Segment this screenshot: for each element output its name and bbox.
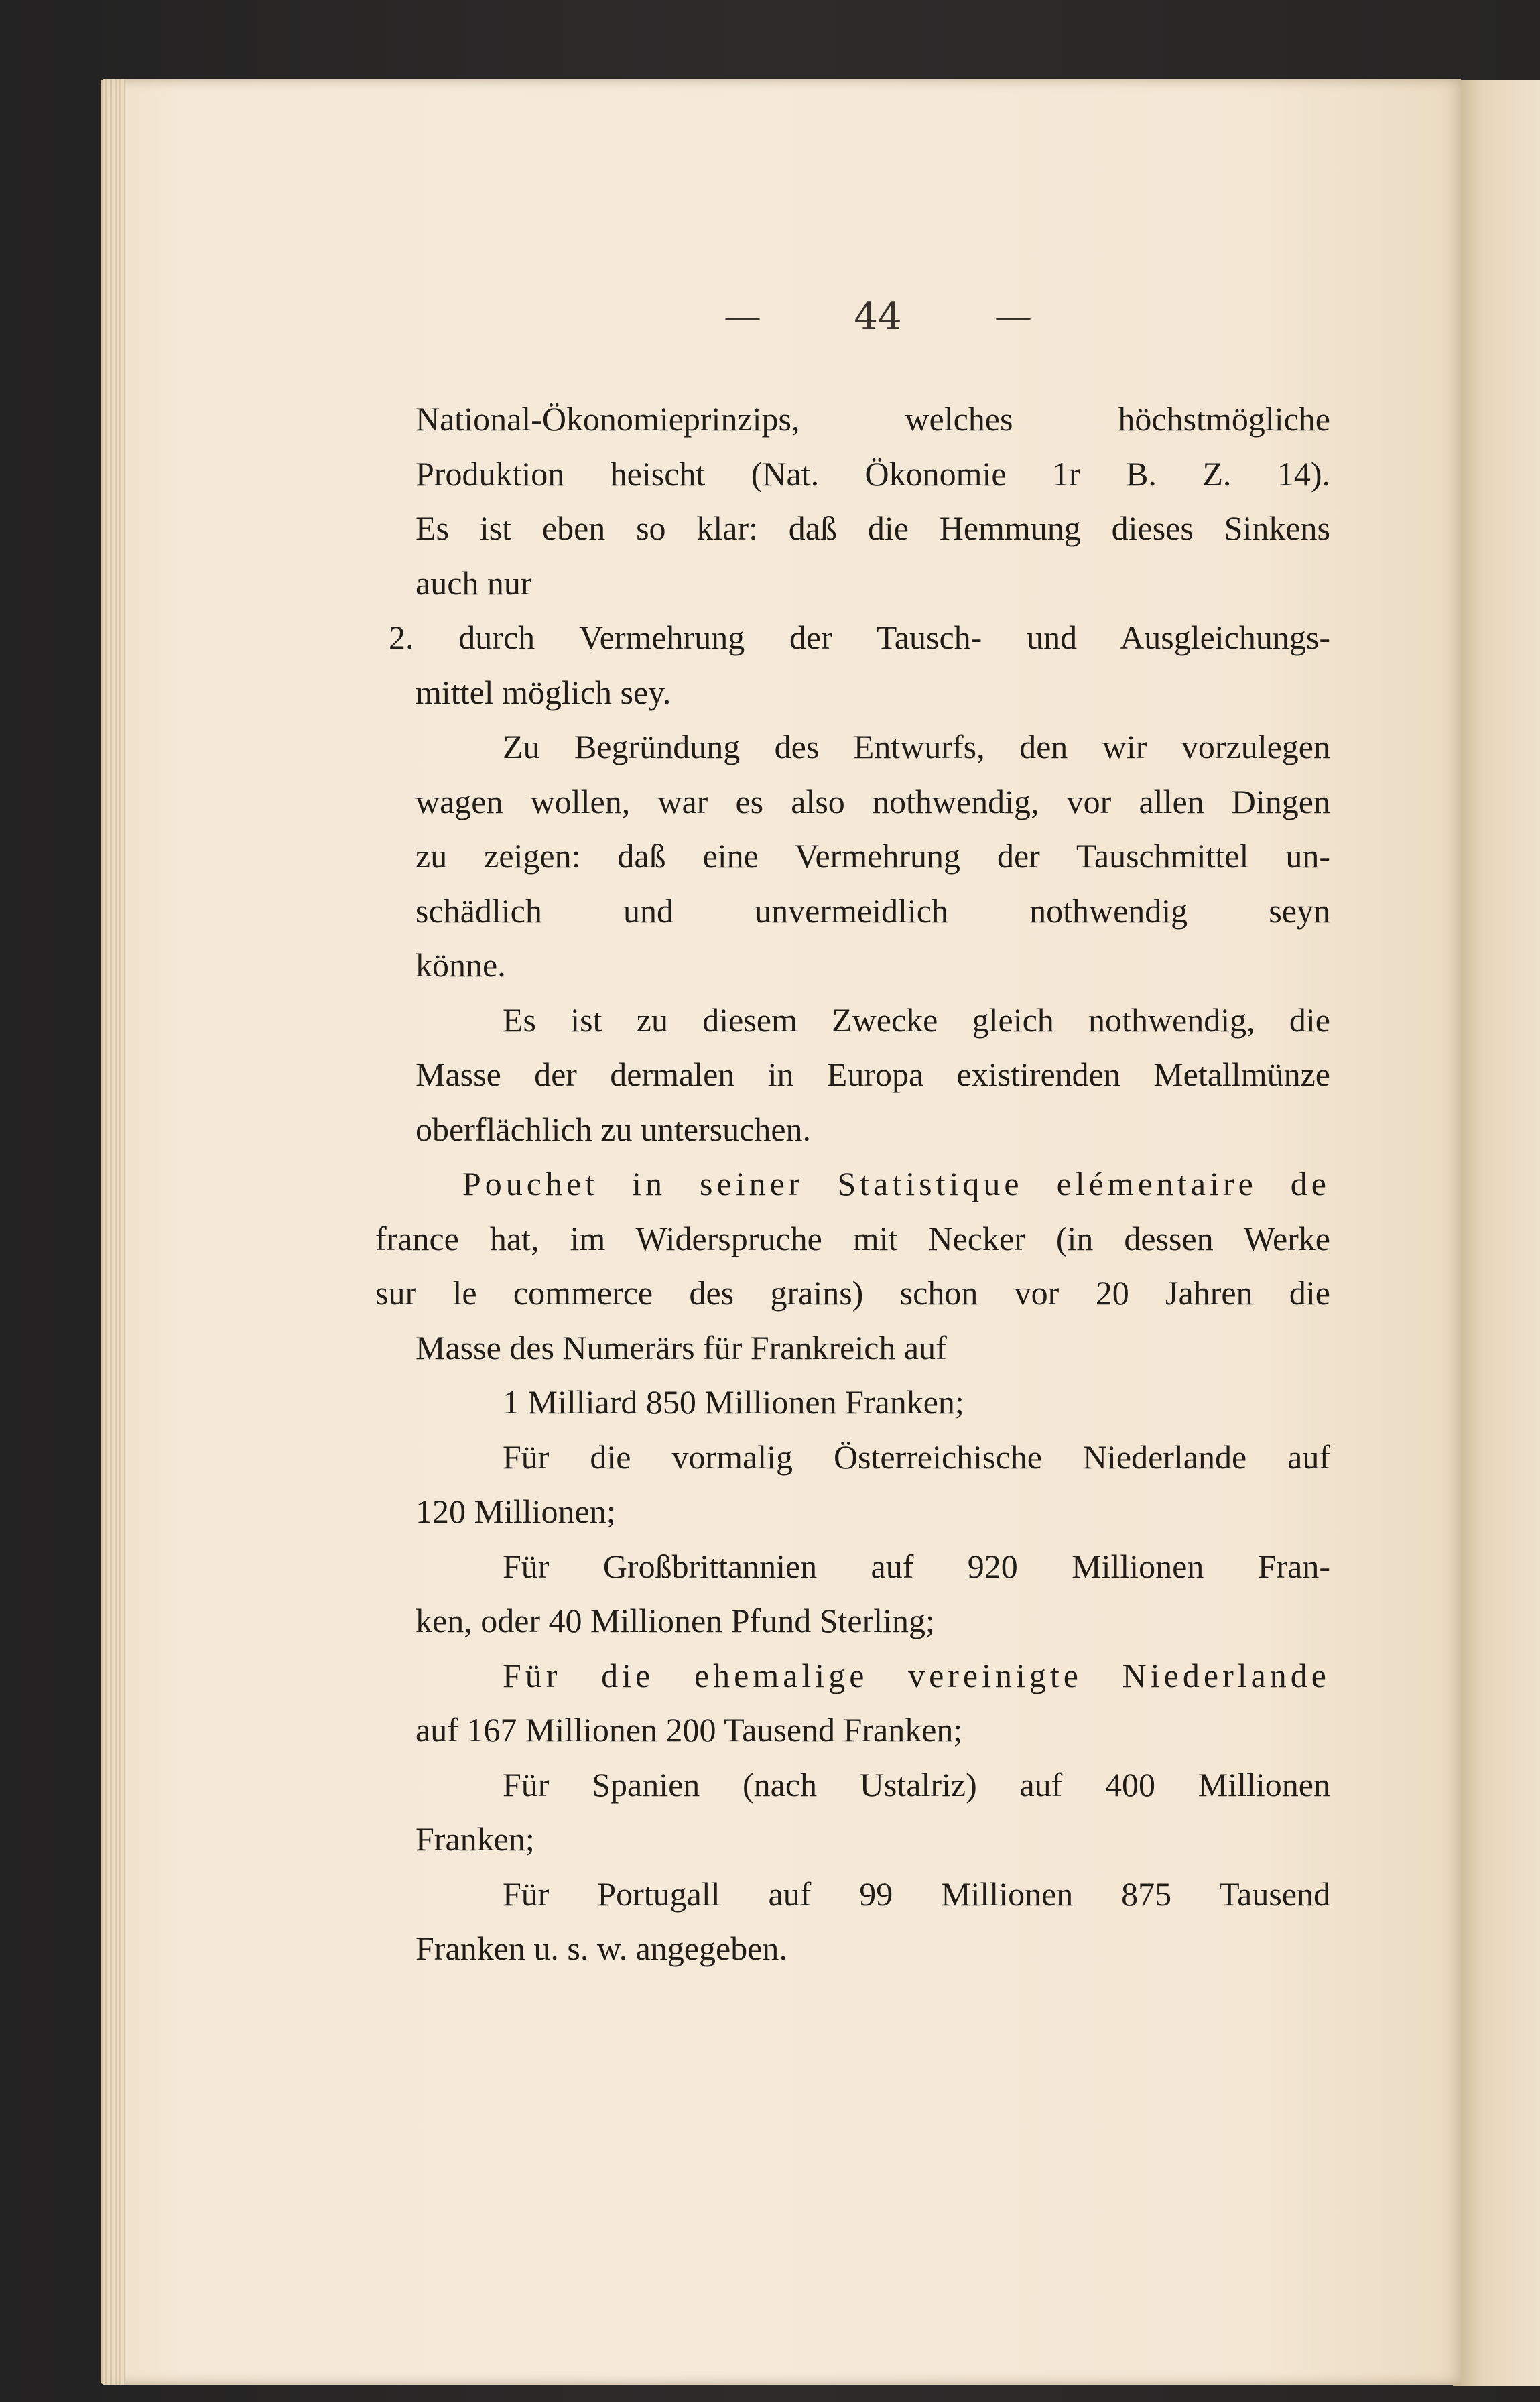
header-dash-left: — (724, 295, 761, 338)
text-line: Franken u. s. w. angegeben. (415, 1930, 787, 1967)
text-line: ken, oder 40 Millionen Pfund Sterling; (415, 1602, 935, 1639)
list-item: Für die vormalig Österreichische Niederlande auf (503, 1438, 1330, 1476)
text-line: schädlich und unvermeidlich nothwendig seyn (415, 891, 1330, 930)
text-line: Masse der dermalen in Europa existirenden Metallmünze (415, 1056, 1330, 1093)
list-item: Für Portugall auf 99 Millionen 875 Tausend (503, 1875, 1330, 1913)
page-fore-edge (101, 79, 125, 2385)
text-line: Franken; (415, 1820, 535, 1858)
text-line: Es ist eben so klar: daß die Hemmung dieses Sinkens (415, 509, 1330, 547)
text-line: mittel möglich sey. (415, 673, 671, 711)
page-header (724, 295, 1032, 338)
text-line: oberflächlich zu untersuchen. (415, 1110, 812, 1148)
paragraph-start: Pouchet in seiner Statistique elémentaire de (462, 1165, 1330, 1202)
text-line: zu zeigen: daß eine Vermehrung der Tauschmittel un- (415, 837, 1330, 875)
text-line: Masse des Numerärs für Frankreich auf (415, 1328, 947, 1367)
text-line: france hat, im Widerspruche mit Necker (in dessen Werke (375, 1219, 1330, 1257)
text-line: könne. (415, 946, 506, 984)
page-number: 44 (854, 295, 902, 338)
text-line: auf 167 Millionen 200 Tausend Franken; (415, 1711, 963, 1749)
paragraph-start: Es ist zu diesem Zwecke gleich nothwendig, die (503, 1001, 1330, 1039)
body-text (375, 392, 1330, 1976)
text-line: Produktion heischt (Nat. Ökonomie 1r B. Z. 14). (415, 454, 1330, 493)
text-line: 120 Millionen; (415, 1493, 616, 1530)
facing-page-edge (1453, 80, 1540, 2386)
paragraph-start: Zu Begründung des Entwurfs, den wir vorzulegen (503, 728, 1330, 765)
text-line: 2. durch Vermehrung der Tausch- und Ausgleichungs- (389, 619, 1330, 656)
list-item: Für die ehemalige vereinigte Niederlande (503, 1656, 1330, 1694)
text-line: sur le commerce des grains) schon vor 20 Jahren die (375, 1274, 1330, 1312)
list-item: 1 Milliard 850 Millionen Franken; (503, 1383, 964, 1421)
header-dash-right: — (994, 295, 1032, 338)
text-line: National-Ökonomieprinzips, welches höchstmögliche (415, 400, 1330, 438)
list-item: Für Spanien (nach Ustalriz) auf 400 Millionen (503, 1765, 1330, 1804)
text-line: wagen wollen, war es also nothwendig, vor allen Dingen (415, 782, 1330, 820)
list-item: Für Großbrittannien auf 920 Millionen Fran- (503, 1547, 1330, 1585)
text-line: auch nur (415, 564, 532, 602)
